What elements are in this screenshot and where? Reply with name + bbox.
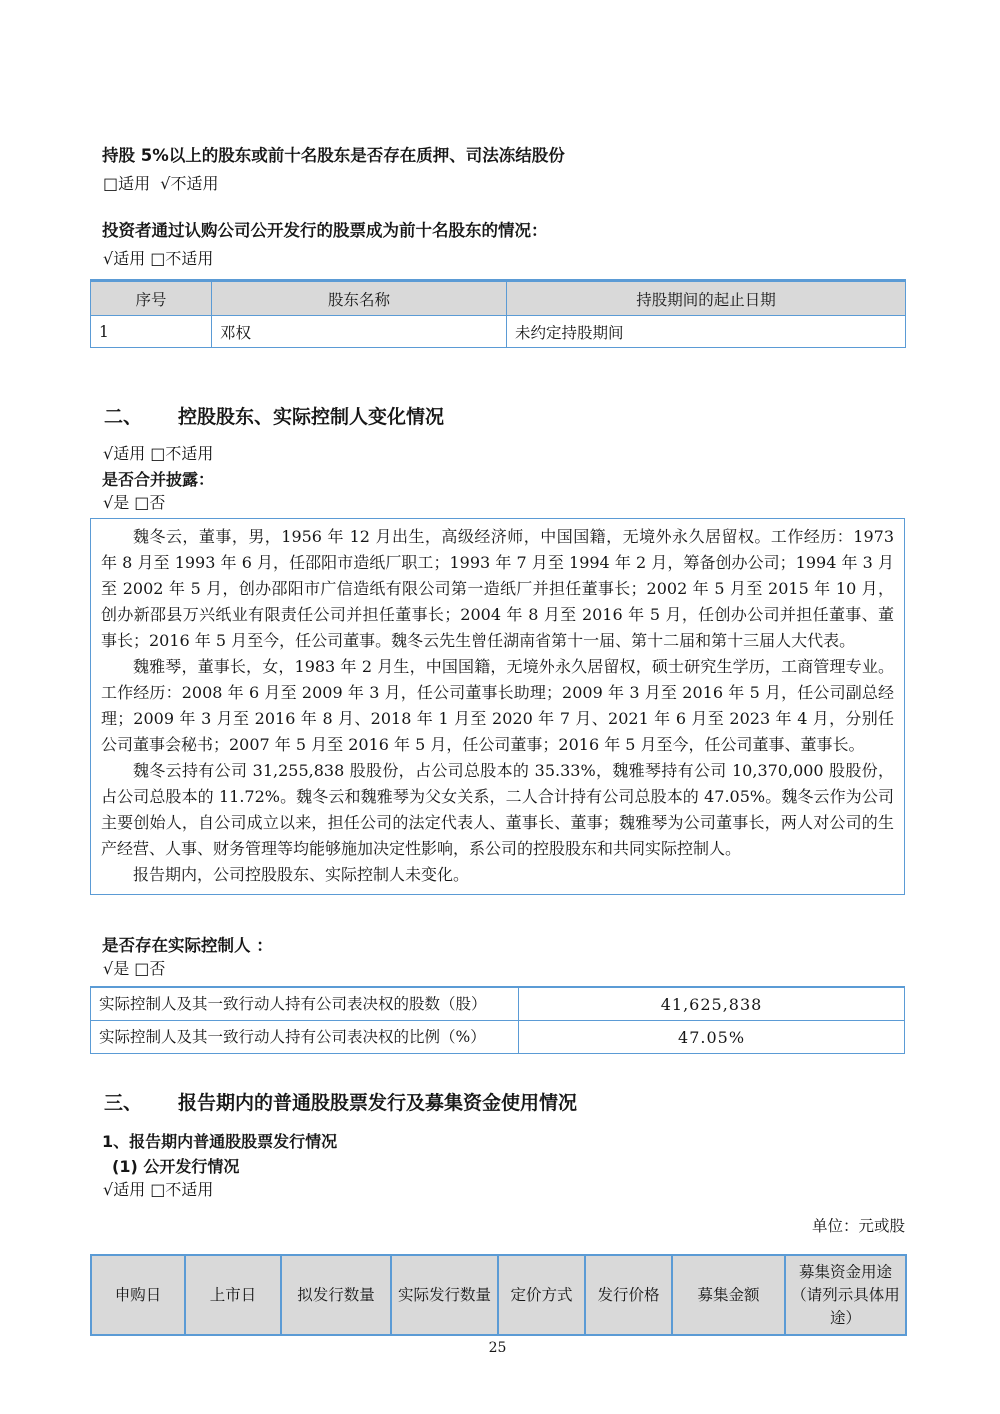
column-header-issue-price: 发行价格: [585, 1255, 672, 1335]
cell-voting-ratio-value: 47.05%: [519, 1021, 905, 1054]
pledge-applicability-line: □适用 √不适用: [103, 174, 219, 193]
column-header-planned-issue-qty: 拟发行数量: [281, 1255, 391, 1335]
column-header-actual-issue-qty: 实际发行数量: [391, 1255, 498, 1335]
cell-voting-shares-label: 实际控制人及其一致行动人持有公司表决权的股数（股）: [91, 987, 519, 1021]
table-header-row: [91, 281, 906, 316]
new-top10-table: [90, 279, 906, 348]
page-number: 25: [488, 1340, 507, 1356]
merge-disclosure-value-line: √是 □否: [103, 493, 166, 512]
column-header-raised-amount: 募集金额: [672, 1255, 785, 1335]
column-header-holding-period: 持股期间的起止日期: [507, 281, 906, 316]
cell-holding-period: 未约定持股期间: [507, 316, 906, 348]
actual-controller-heading: 是否存在实际控制人 ：: [102, 936, 273, 955]
section-three-title: [104, 1090, 905, 1116]
cell-shareholder-name: 邓权: [212, 316, 507, 348]
section-three-number: 三、: [104, 1092, 143, 1114]
narrative-paragraph-weiyaqin-bio: 魏雅琴，董事长，女，1983 年 2 月生，中国国籍，无境外永久居留权，硕士研究生学历，工商管理专业。工作经历：2008 年 6 月至 2009 年 3 月，任公司董事长助理；2009 年 3 月至 2016 年 5 月，任公司副总经理；2009 年 3 月至 2016 年 8 月、2018 年 1 月至 2020 年 7 月、2021 年 6 月至 2023 年 4 月，分别任公司董事会秘书；2007 年 5 月至 2016 年 5 月，任公司董事；2016 年 5 月至今，任公司董事、董事长。: [101, 657, 894, 754]
narrative-paragraph-weidongyun-bio: 魏冬云，董事，男，1956 年 12 月出生，高级经济师，中国国籍，无境外永久居留权。工作经历：1973 年 8 月至 1993 年 6 月，任邵阳市造纸厂职工；1993 年 7 月至 1994 年 2 月，筹备创办公司；1994 年 3 月至 2002 年 5 月，创办邵阳市广信造纸有限公司第一造纸厂并担任董事长；2002 年 5 月至 2015 年 10 月，创办新邵县万兴纸业有限责任公司并担任董事长；2004 年 8 月至 2016 年 5 月，任创办公司并担任董事、董事长；2016 年 5 月至今，任公司董事。魏冬云先生曾任湖南省第十一届、第十二届和第十三届人大代表。: [101, 527, 894, 650]
table-header-row: [91, 1255, 906, 1335]
section-three-title-text: 报告期内的普通股股票发行及募集资金使用情况: [178, 1092, 578, 1114]
narrative-paragraph-shareholding: 魏冬云持有公司 31,255,838 股股份，占公司总股本的 35.33%，魏雅琴持有公司 10,370,000 股股份，占公司总股本的 11.72%。魏冬云和魏雅琴为父女关系，二人合计持有公司总股本的 47.05%。魏冬云作为公司主要创始人，自公司成立以来，担任公司的法定代表人、董事长、董事；魏雅琴为公司董事长，两人对公司的生产经营、人事、财务管理等均能够施加决定性影响，系公司的控股股东和共同实际控制人。: [101, 761, 894, 858]
cell-index: 1: [91, 316, 212, 348]
section-two-applicability-line: √适用 □不适用: [103, 444, 214, 463]
column-header-index: 序号: [91, 281, 212, 316]
pledge-section-heading: 持股 5%以上的股东或前十名股东是否存在质押、司法冻结股份: [102, 146, 565, 165]
actual-controller-table: [90, 986, 905, 1054]
column-header-shareholder-name: 股东名称: [212, 281, 507, 316]
cell-voting-ratio-label: 实际控制人及其一致行动人持有公司表决权的比例（%）: [91, 1021, 519, 1054]
narrative-paragraph-no-change: 报告期内，公司控股股东、实际控制人未变化。: [133, 865, 470, 884]
section-two-number: 二、: [104, 406, 143, 428]
section-three-applicability-line: √适用 □不适用: [103, 1180, 214, 1199]
column-header-subscription-date: 申购日: [91, 1255, 185, 1335]
actual-controller-value-line: √是 □否: [103, 959, 166, 978]
section-two-title-text: 控股股东、实际控制人变化情况: [178, 406, 445, 428]
controller-narrative-box: [90, 518, 905, 895]
new-top10-applicability-line: √适用 □不适用: [103, 249, 214, 268]
section-three-sub1: 1、报告期内普通股股票发行情况: [102, 1132, 338, 1151]
merge-disclosure-label: 是否合并披露：: [102, 470, 215, 489]
unit-note: 单位：元或股: [811, 1217, 905, 1235]
new-top10-section-heading: 投资者通过认购公司公开发行的股票成为前十名股东的情况：: [102, 221, 548, 240]
stock-issue-table: [90, 1254, 907, 1336]
cell-voting-shares-value: 41,625,838: [519, 987, 905, 1021]
table-row: [91, 1021, 905, 1054]
table-row: [91, 316, 906, 348]
column-header-use-of-proceeds: 募集资金用途（请列示具体用途）: [785, 1255, 906, 1335]
table-row: [91, 987, 905, 1021]
column-header-pricing-method: 定价方式: [498, 1255, 585, 1335]
section-two-title: [104, 404, 905, 430]
section-three-sub2: (1) 公开发行情况: [112, 1157, 240, 1176]
column-header-listing-date: 上市日: [185, 1255, 281, 1335]
